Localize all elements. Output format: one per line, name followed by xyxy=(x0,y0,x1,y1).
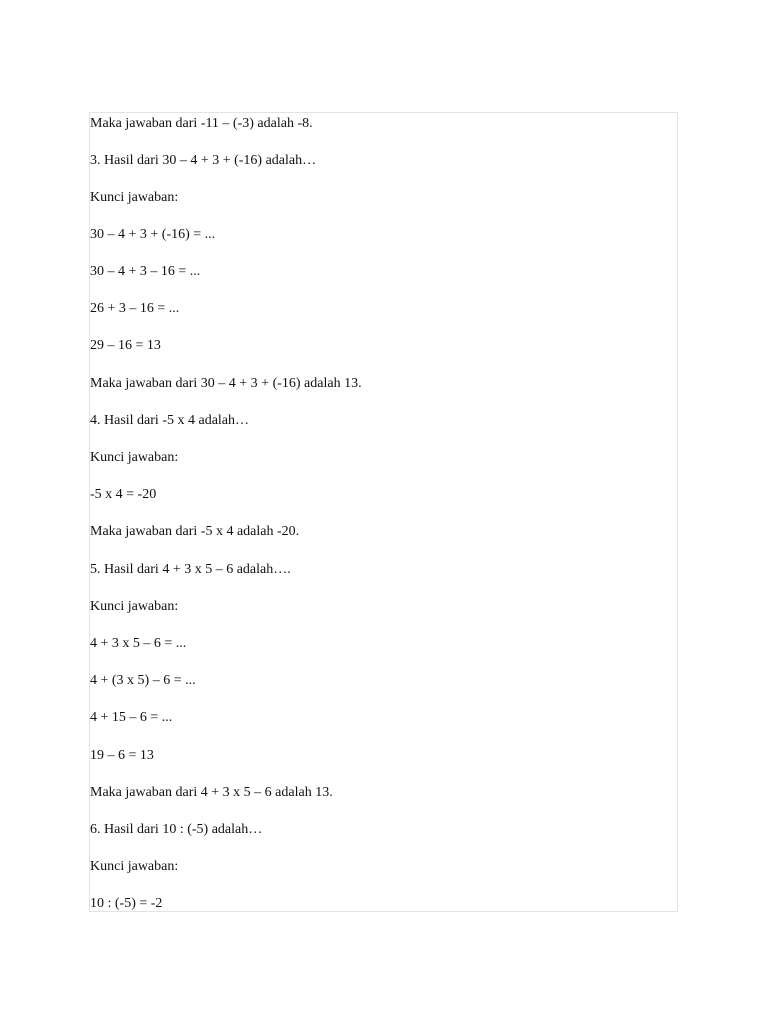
step-line: 30 – 4 + 3 – 16 = ... xyxy=(90,264,201,279)
question-line: 6. Hasil dari 10 : (-5) adalah… xyxy=(90,822,263,837)
step-line: 4 + 3 x 5 – 6 = ... xyxy=(90,636,187,651)
step-line: 29 – 16 = 13 xyxy=(90,338,161,353)
answer-key-label: Kunci jawaban: xyxy=(90,450,179,465)
step-line: 19 – 6 = 13 xyxy=(90,748,154,763)
conclusion-line: Maka jawaban dari 4 + 3 x 5 – 6 adalah 13. xyxy=(90,785,333,800)
step-line: -5 x 4 = -20 xyxy=(90,487,157,502)
step-line: 26 + 3 – 16 = ... xyxy=(90,301,180,316)
step-line: 10 : (-5) = -2 xyxy=(90,896,163,911)
text-line: Maka jawaban dari -11 – (-3) adalah -8. xyxy=(90,116,313,131)
step-line: 4 + (3 x 5) – 6 = ... xyxy=(90,673,196,688)
conclusion-line: Maka jawaban dari -5 x 4 adalah -20. xyxy=(90,524,300,539)
question-line: 5. Hasil dari 4 + 3 x 5 – 6 adalah…. xyxy=(90,562,291,577)
step-line: 4 + 15 – 6 = ... xyxy=(90,710,173,725)
question-line: 4. Hasil dari -5 x 4 adalah… xyxy=(90,413,250,428)
step-line: 30 – 4 + 3 + (-16) = ... xyxy=(90,227,216,242)
question-line: 3. Hasil dari 30 – 4 + 3 + (-16) adalah… xyxy=(90,153,317,168)
answer-key-label: Kunci jawaban: xyxy=(90,190,179,205)
document-page xyxy=(89,112,678,912)
answer-key-label: Kunci jawaban: xyxy=(90,859,179,874)
conclusion-line: Maka jawaban dari 30 – 4 + 3 + (-16) adalah 13. xyxy=(90,376,362,391)
answer-key-label: Kunci jawaban: xyxy=(90,599,179,614)
